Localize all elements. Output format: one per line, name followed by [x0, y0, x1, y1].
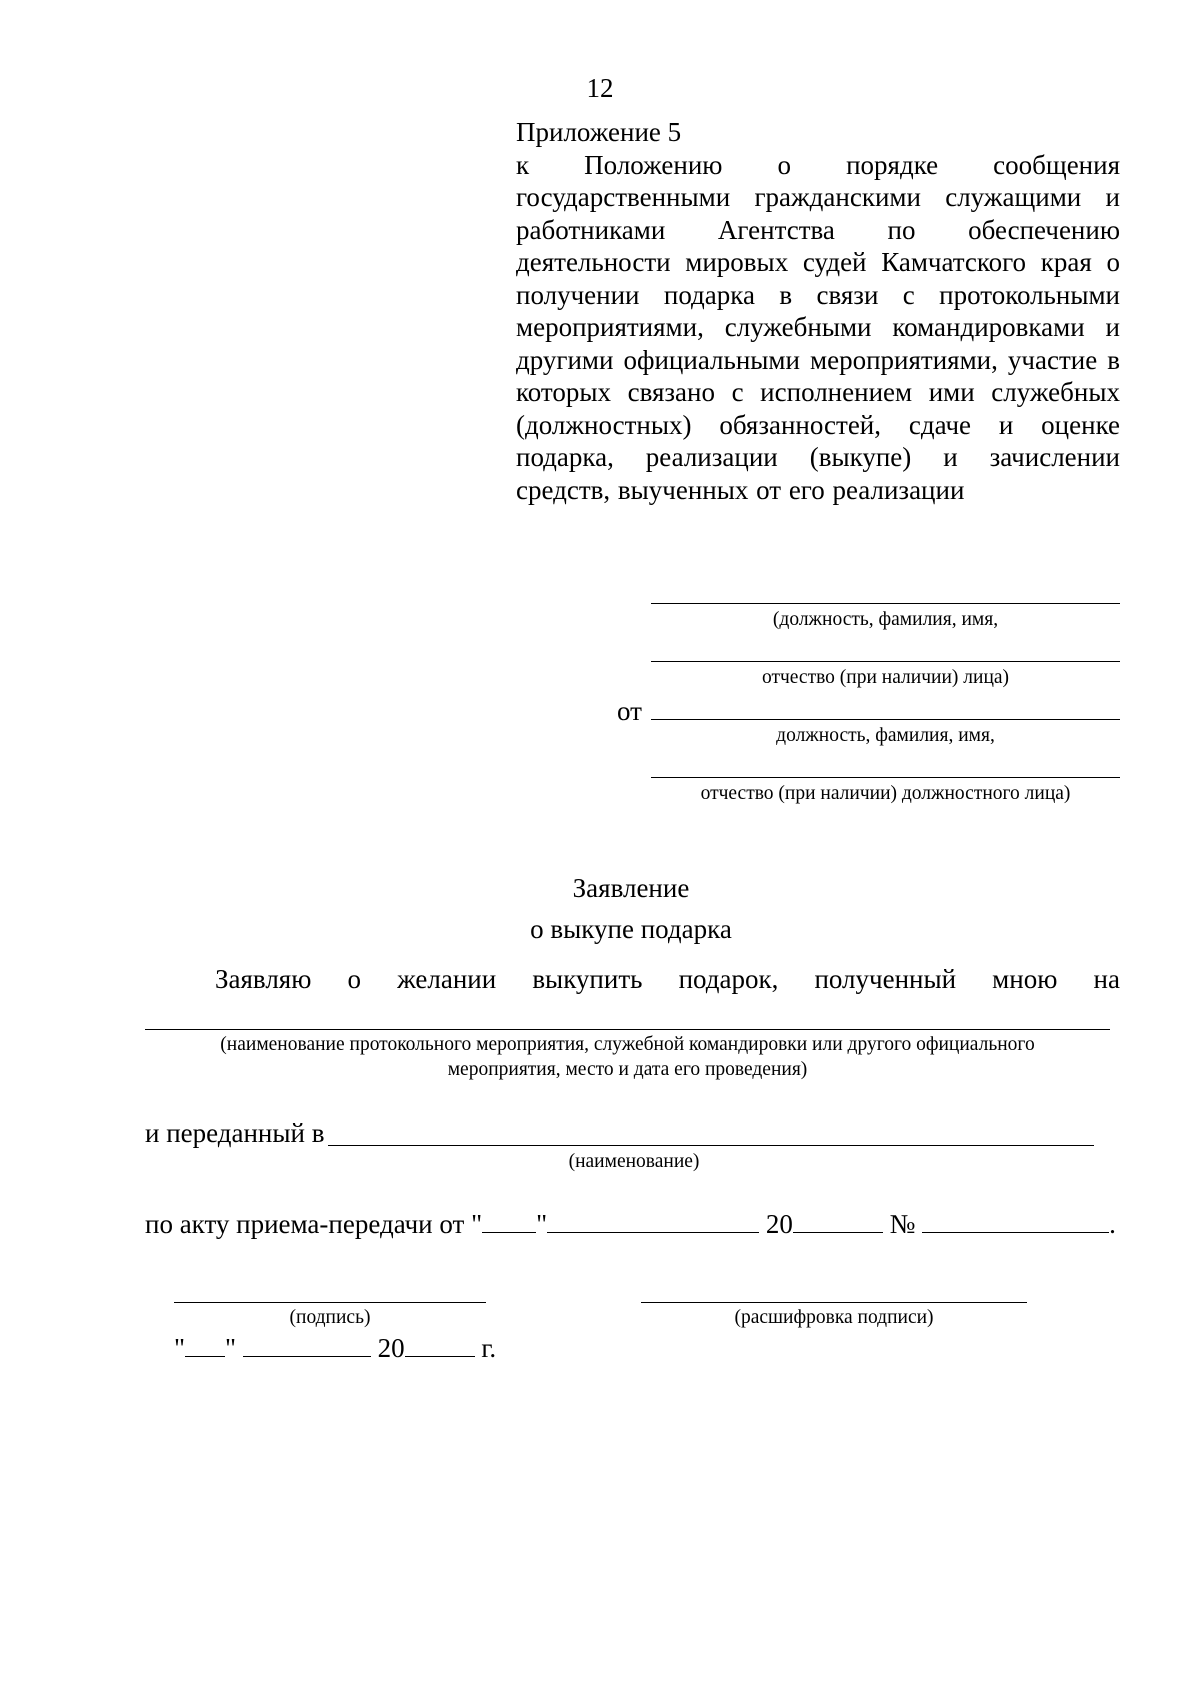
- event-caption-2: мероприятия, место и дата его проведения): [447, 1059, 808, 1080]
- date-month-blank: [243, 1334, 371, 1357]
- act-line: [145, 1208, 1116, 1240]
- statement-word: о: [347, 964, 361, 994]
- heading-line-2: о выкупе подарка: [530, 914, 732, 944]
- transferred-line: [328, 1145, 1094, 1146]
- addressee-line-4: [651, 777, 1120, 778]
- statement-word: мною: [992, 964, 1058, 994]
- date-quote-close: ": [225, 1333, 237, 1363]
- act-number-sign: №: [889, 1209, 916, 1239]
- appendix-block: [516, 116, 1120, 506]
- date-year-blank: [405, 1334, 475, 1357]
- transferred-label: и переданный в: [145, 1118, 325, 1148]
- addressee-caption-1: (должность, фамилия, имя,: [772, 609, 999, 630]
- act-year-prefix: 20: [765, 1209, 793, 1239]
- decoding-caption: (расшифровка подписи): [734, 1307, 934, 1328]
- event-line: [145, 1029, 1110, 1030]
- page-number: 12: [586, 73, 614, 103]
- date-quote-open: ": [174, 1333, 186, 1363]
- statement-first-line: [215, 963, 1120, 995]
- act-period: .: [1109, 1209, 1116, 1239]
- addressee-line-3: [651, 719, 1120, 720]
- statement-word: Заявляю: [215, 964, 312, 994]
- name-caption: (наименование): [568, 1151, 700, 1172]
- addressee-caption-2: отчество (при наличии) лица): [761, 667, 1010, 688]
- statement-heading: [0, 868, 1200, 950]
- addressee-caption-4: отчество (при наличии) должностного лица): [700, 783, 1071, 804]
- heading-line-1: Заявление: [572, 873, 690, 903]
- act-month-blank: [547, 1210, 759, 1233]
- statement-word: на: [1093, 964, 1120, 994]
- date-year-suffix: г.: [481, 1333, 497, 1363]
- event-caption-1: (наименование протокольного мероприятия, служебной командировки или другого официального: [220, 1034, 1035, 1055]
- addressee-line-2: [651, 661, 1120, 662]
- appendix-title: Приложение 5: [516, 117, 682, 147]
- appendix-text: к Положению о порядке сообщения государственными гражданскими служащими и работниками Агентства по обеспечению деятельности мировых судей Камчатского края о получении подарка в связи с протокольными мероприятиями, служебными командировками и другими официальными мероприятиями, участие в которых связано с исполнением ими служебных (должностных) обязанностей, сдаче и оценке подарка, реализации (выкупе) и зачислении средств, выученных от его реализации: [516, 149, 1120, 505]
- act-day-blank: [482, 1210, 536, 1233]
- statement-word: подарок,: [678, 964, 779, 994]
- addressee-caption-3: должность, фамилия, имя,: [776, 725, 995, 746]
- statement-word: желании: [397, 964, 497, 994]
- addressee-line-1: [651, 603, 1120, 604]
- act-number-blank: [922, 1210, 1109, 1233]
- date-day-blank: [185, 1334, 225, 1357]
- date-year-prefix: 20: [377, 1333, 405, 1363]
- from-label: от: [617, 696, 642, 726]
- decoding-line: [641, 1302, 1027, 1303]
- act-quote-close: ": [536, 1209, 548, 1239]
- act-label: по акту приема-передачи от ": [145, 1209, 483, 1239]
- statement-word: выкупить: [532, 964, 643, 994]
- signature-date-line: [174, 1332, 496, 1364]
- statement-word: полученный: [814, 964, 957, 994]
- act-year-blank: [793, 1210, 883, 1233]
- signature-line: [174, 1302, 486, 1303]
- signature-caption: (подпись): [289, 1307, 371, 1328]
